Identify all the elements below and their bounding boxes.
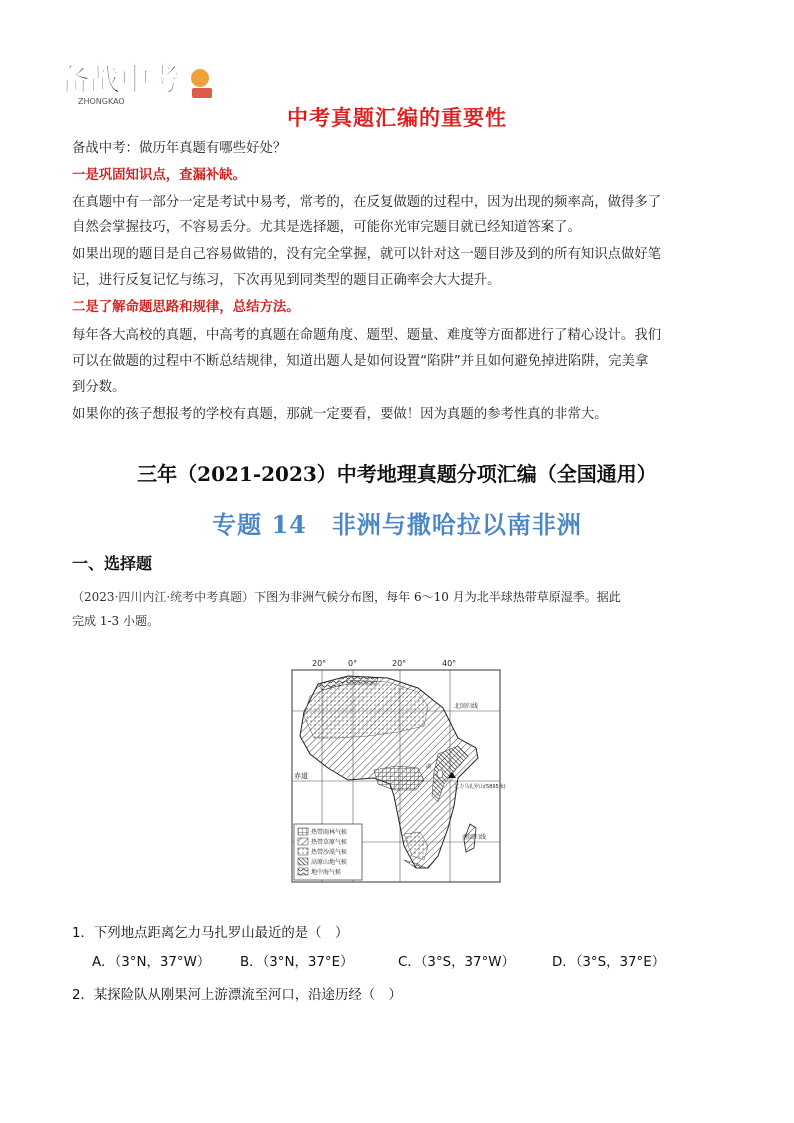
question-2 bbox=[72, 984, 402, 1003]
lake-label: 湖 bbox=[426, 764, 432, 770]
legend-item: 热带雨林气候 bbox=[311, 829, 348, 836]
question-intro-line2: 完成 1-3 小题。 bbox=[72, 614, 159, 628]
lake-marker bbox=[437, 770, 443, 778]
lon-label: 0° bbox=[348, 659, 358, 668]
question-number: 1． bbox=[72, 926, 94, 941]
tropic-south-label: 南回归线 bbox=[462, 834, 487, 841]
question-number: 2． bbox=[72, 988, 94, 1003]
question-intro bbox=[72, 585, 732, 633]
tropic-north-label: 北回归线 bbox=[454, 703, 479, 710]
option-a[interactable]: A．（3°N，37°W） bbox=[92, 955, 211, 970]
equator-label: 赤道 bbox=[294, 772, 308, 780]
mountain-label: 乞力马扎罗山(5895米) bbox=[454, 784, 506, 790]
logo-subtext: ZHONGKAO bbox=[78, 97, 125, 106]
option-d[interactable]: D．（3°S，37°E） bbox=[552, 955, 666, 970]
option-b[interactable]: B．（3°N，37°E） bbox=[240, 955, 354, 970]
section-heading: 一、选择题 bbox=[72, 554, 153, 573]
series-title: 三年（2021-2023）中考地理真题分项汇编（全国通用） bbox=[137, 462, 657, 486]
topic-title: 专题 14 非洲与撒哈拉以南非洲 bbox=[212, 510, 582, 539]
legend-item: 地中海气候 bbox=[311, 869, 342, 876]
point1-p2-line2: 记，进行反复记忆与练习，下次再见到同类型的题目正确率会大大提升。 bbox=[72, 273, 501, 288]
lon-label: 40° bbox=[442, 659, 457, 668]
question-source: （2023·四川内江·统考中考真题） bbox=[72, 590, 255, 604]
logo-text: 备战中考 bbox=[60, 63, 180, 98]
point1-p2-line1: 如果出现的题目是自己容易做错的，没有完全掌握，就可以针对这一题目涉及到的所有知识点做好笔 bbox=[72, 247, 662, 262]
intro-question: 备战中考：做历年真题有哪些好处？ bbox=[72, 141, 287, 156]
point2-p1-line3: 到分数。 bbox=[72, 380, 126, 395]
lon-label: 20° bbox=[312, 659, 327, 668]
question-1 bbox=[72, 922, 348, 941]
point1-heading: 一是巩固知识点，查漏补缺。 bbox=[72, 168, 247, 183]
lon-label: 20° bbox=[392, 659, 407, 668]
question-intro-line1: 下图为非洲气候分布图，每年 6～10 月为北半球热带草原湿季。据此 bbox=[254, 590, 621, 604]
logo bbox=[58, 56, 218, 108]
main-title: 中考真题汇编的重要性 bbox=[287, 106, 507, 130]
point2-heading: 二是了解命题思路和规律，总结方法。 bbox=[72, 300, 300, 315]
point2-p1-line2: 可以在做题的过程中不断总结规律，知道出题人是如何设置“陷阱”并且如何避免掉进陷阱，完美拿 bbox=[72, 354, 649, 369]
point1-p1-line1: 在真题中有一部分一定是考试中易考，常考的，在反复做题的过程中，因为出现的频率高，做得多了 bbox=[72, 195, 662, 210]
point2-p1-line1: 每年各大高校的真题，中高考的真题在命题角度、题型、题量、难度等方面都进行了精心设计。我们 bbox=[72, 328, 662, 343]
closing-paragraph: 如果你的孩子想报考的学校有真题，那就一定要看，要做！因为真题的参考性真的非常大。 bbox=[72, 407, 608, 422]
legend-item: 热带草原气候 bbox=[311, 839, 348, 846]
question-text: 某探险队从刚果河上游漂流至河口，沿途历经（ ） bbox=[93, 988, 402, 1003]
question-text: 下列地点距离乞力马扎罗山最近的是（ ） bbox=[93, 926, 349, 941]
option-c[interactable]: C．（3°S，37°W） bbox=[398, 955, 515, 970]
africa-climate-map bbox=[278, 656, 506, 888]
point1-p1-line2: 自然会掌握技巧，不容易丢分。尤其是选择题，可能你光审完题目就已经知道答案了。 bbox=[72, 220, 581, 235]
legend-item: 热带沙漠气候 bbox=[311, 849, 348, 856]
legend-item: 高原山地气候 bbox=[311, 859, 348, 866]
